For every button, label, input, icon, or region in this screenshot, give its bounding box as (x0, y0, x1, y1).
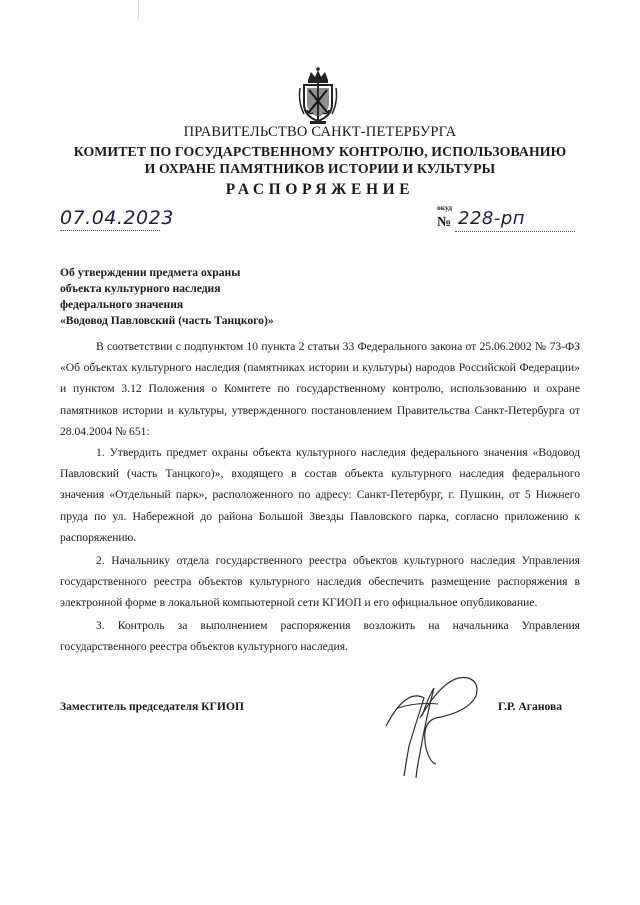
item-1-paragraph: 1. Утвердить предмет охраны объекта культурного наследия федерального значения «Водовод Павловский (часть Танцкого)», входящего в состав объекта культурного наследия федерального значения «Отдельный парк», расположенного по адресу: Санкт-Петербург, г. Пушкин, от 5 Нижнего пруда по ул. Набережной до района Большой Звезды Павловского парка, согласно приложению к распоряжению. (60, 446, 580, 544)
item-3-paragraph: 3. Контроль за выполнением распоряжения возложить на начальника Управления государственного реестра объектов культурного наследия. (60, 618, 580, 653)
signatory-name: Г.Р. Аганова (498, 700, 563, 713)
subject-line-3: федерального значения (60, 298, 184, 311)
subject-line-4: «Водовод Павловский (часть Танцкого)» (60, 314, 274, 327)
date-underline (60, 230, 160, 231)
coat-of-arms-emblem (296, 66, 340, 126)
number-underline (455, 231, 575, 232)
signatory-position: Заместитель председателя КГИОП (60, 700, 244, 713)
committee-name-line-2: И ОХРАНЕ ПАМЯТНИКОВ ИСТОРИИ И КУЛЬТУРЫ (144, 161, 496, 176)
committee-name-line-1: КОМИТЕТ ПО ГОСУДАРСТВЕННОМУ КОНТРОЛЮ, ИСПОЛЬЗОВАНИЮ (73, 144, 567, 159)
handwritten-signature (376, 668, 486, 780)
subject-line-1: Об утверждении предмета охраны (60, 266, 241, 279)
subject-line-2: объекта культурного наследия (60, 282, 221, 295)
document-type-title: РАСПОРЯЖЕНИЕ (225, 181, 415, 198)
item-2-paragraph: 2. Начальнику отдела государственного реестра объектов культурного наследия Управления государственного реестра объектов культурного наследия обеспечить размещение распоряжения в электронной форме в локальной компьютерной сети КГИОП и его официальное опубликование. (60, 553, 580, 609)
document-date: 07.04.2023 (60, 207, 174, 229)
document-body (60, 336, 580, 657)
document-subject (60, 265, 360, 329)
scan-fold-mark (138, 0, 139, 20)
document-number: 228-рп (458, 208, 526, 229)
preamble-paragraph: В соответствии с подпунктом 10 пункта 2 статьи 33 Федерального закона от 25.06.2002 № 73-ФЗ «Об объектах культурного наследия (памятниках истории и культуры) народов Российской Федерации» и пунктом 3.12 Положения о Комитете по государственному контролю, использованию и охране памятников истории и культуры, утвержденного постановлением Правительства Санкт-Петербурга от 28.04.2004 № 651: (60, 340, 580, 438)
okud-label: окуд (437, 203, 453, 212)
committee-name (40, 143, 600, 177)
number-sign: № (437, 215, 452, 230)
government-name: ПРАВИТЕЛЬСТВО САНКТ-ПЕТЕРБУРГА (183, 124, 457, 140)
